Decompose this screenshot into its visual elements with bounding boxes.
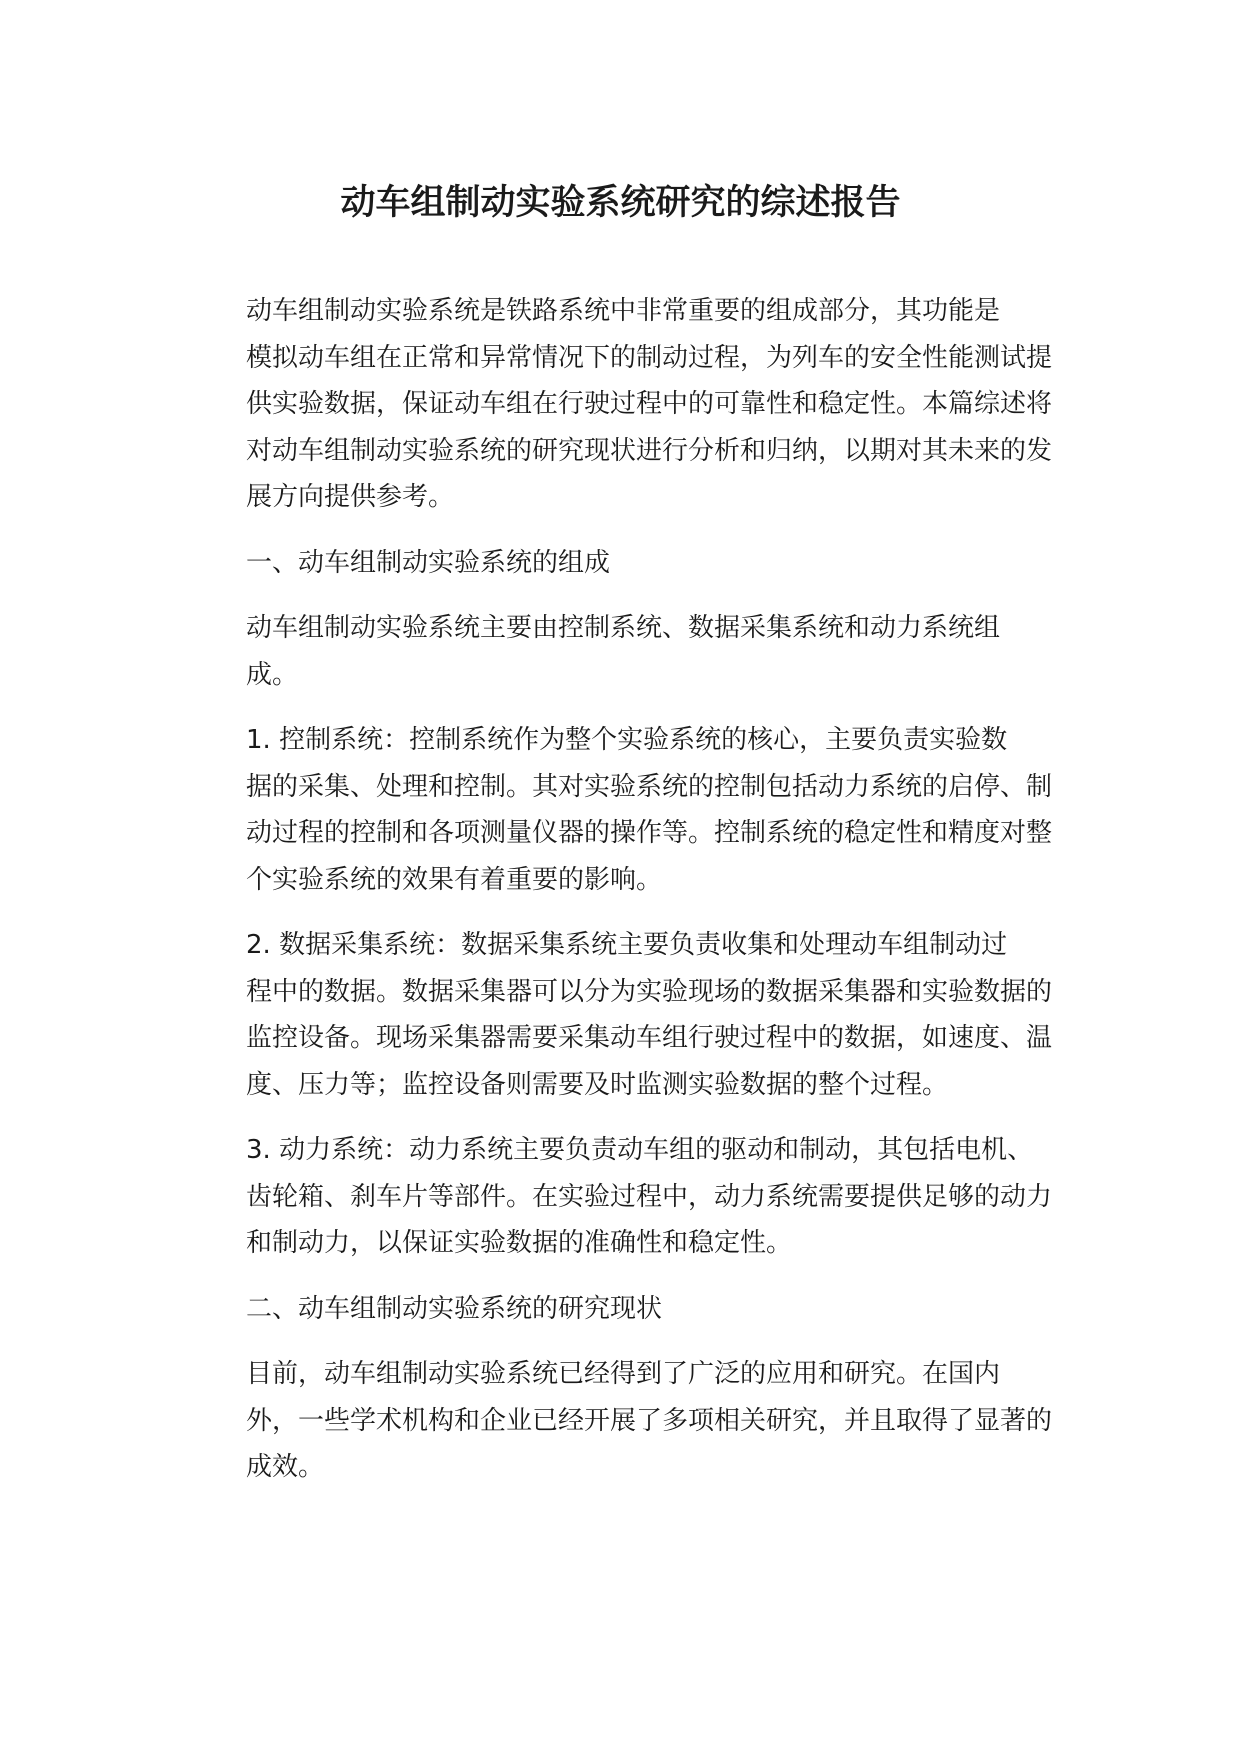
paragraph-composition-summary [188, 605, 1068, 698]
text-line: 外，一些学术机构和企业已经开展了多项相关研究，并且取得了显著的 [246, 1405, 1053, 1436]
paragraph-research-status [188, 1351, 1068, 1491]
paragraph-intro [188, 288, 1068, 521]
text-line: 1. 控制系统：控制系统作为整个实验系统的核心，主要负责实验数 [246, 725, 1008, 755]
text-line: 二、动车组制动实验系统的研究现状 [246, 1293, 663, 1324]
section-heading-composition [188, 540, 1068, 587]
text-line: 齿轮箱、刹车片等部件。在实验过程中，动力系统需要提供足够的动力 [246, 1181, 1053, 1212]
text-line: 据的采集、处理和控制。其对实验系统的控制包括动力系统的启停、制 [246, 771, 1053, 802]
text-line: 展方向提供参考。 [246, 482, 455, 512]
text-line: 个实验系统的效果有着重要的影响。 [246, 864, 663, 895]
text-line: 目前，动车组制动实验系统已经得到了广泛的应用和研究。在国内 [246, 1359, 1001, 1389]
text-line: 程中的数据。数据采集器可以分为实验现场的数据采集器和实验数据的 [246, 976, 1053, 1007]
paragraph-control-system [188, 717, 1068, 903]
text-line: 动过程的控制和各项测量仪器的操作等。控制系统的稳定性和精度对整 [246, 818, 1053, 848]
section-heading-research-status [188, 1286, 1068, 1333]
text-line: 度、压力等；监控设备则需要及时监测实验数据的整个过程。 [246, 1069, 949, 1100]
text-line: 成。 [246, 659, 299, 690]
text-line: 对动车组制动实验系统的研究现状进行分析和归纳，以期对其未来的发 [246, 435, 1053, 466]
document-title: 动车组制动实验系统研究的综述报告 [340, 183, 901, 223]
text-line: 动车组制动实验系统是铁路系统中非常重要的组成部分，其功能是 [246, 296, 1001, 326]
text-line: 模拟动车组在正常和异常情况下的制动过程，为列车的安全性能测试提 [246, 342, 1053, 373]
text-line: 3. 动力系统：动力系统主要负责动车组的驱动和制动，其包括电机、 [246, 1135, 1034, 1165]
paragraph-power-system [188, 1127, 1068, 1267]
text-line: 供实验数据，保证动车组在行驶过程中的可靠性和稳定性。本篇综述将 [246, 389, 1053, 419]
text-line: 动车组制动实验系统主要由控制系统、数据采集系统和动力系统组 [246, 613, 1001, 643]
document-body [188, 288, 1068, 1510]
text-line: 成效。 [246, 1452, 325, 1482]
paragraph-data-acquisition [188, 922, 1068, 1108]
text-line: 和制动力，以保证实验数据的准确性和稳定性。 [246, 1228, 793, 1258]
text-line: 一、动车组制动实验系统的组成 [246, 547, 611, 578]
text-line: 监控设备。现场采集器需要采集动车组行驶过程中的数据，如速度、温 [246, 1023, 1053, 1053]
text-line: 2. 数据采集系统：数据采集系统主要负责收集和处理动车组制动过 [246, 930, 1008, 960]
